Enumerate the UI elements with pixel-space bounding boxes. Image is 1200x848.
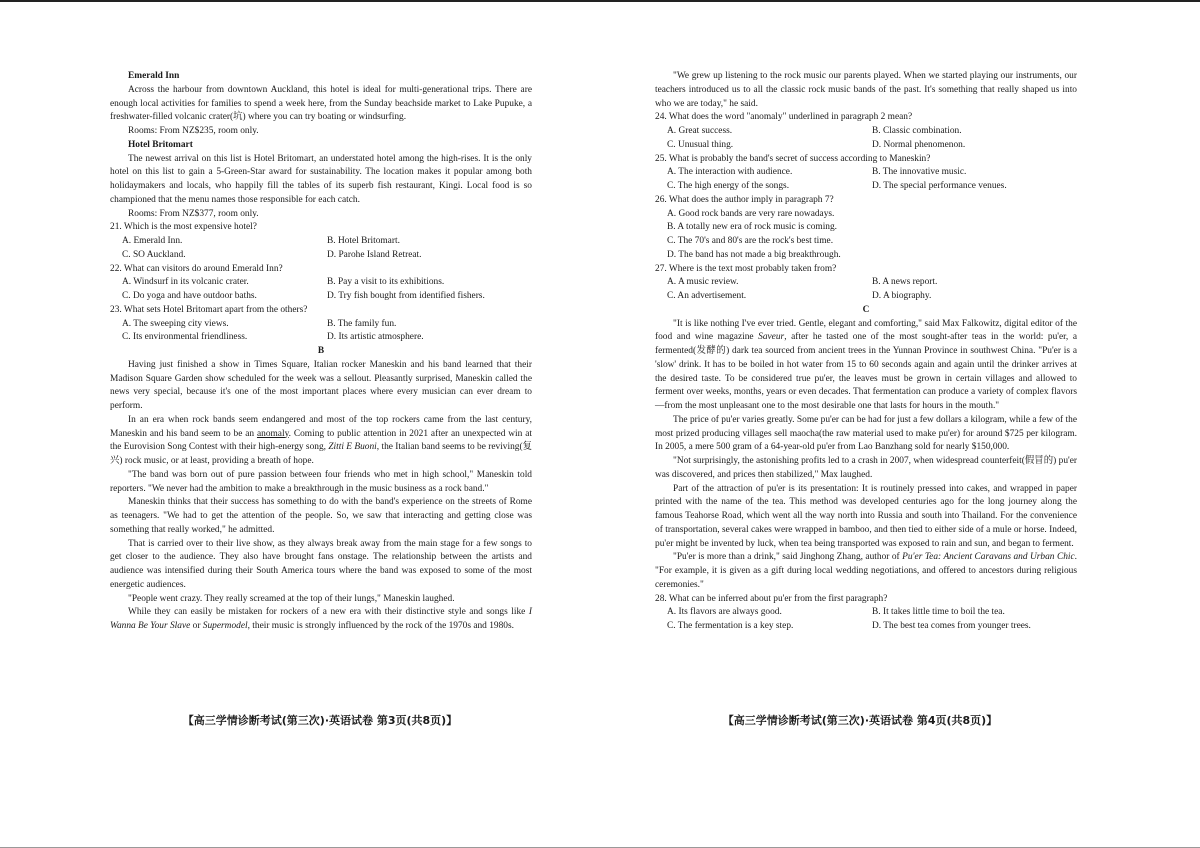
paragraph (110, 606, 532, 634)
option: B. Classic combination. (872, 126, 962, 136)
option: C. SO Auckland. (122, 249, 186, 260)
text-run: , after he tasted one of the most sought-after teas in the world: pu'er, a fermented(发酵的) dark tea sourced from ancient trees in the Yunnan Province in southwest China. "Pu'er is a 'slow' drink. It has to be boiled in hot water from 15 to 60 seconds again and again until the drinker arrives at the desired taste. To be considered true pu'er, the leaves must be grown in certain villages and allowed to ferment over weeks, months, years or even decades. That fermentation can produce a variety of complex flavors—from the most unpleasant one to the most desirable one that lasts for hours in the mouth." (655, 332, 1077, 411)
question-25: 25. What is probably the band's secret of success according to Maneskin? (655, 153, 931, 164)
option: B. Hotel Britomart. (327, 236, 400, 246)
option: B. A totally new era of rock music is coming. (667, 222, 838, 233)
option: D. The special performance venues. (872, 181, 1007, 191)
option: B. Pay a visit to its exhibitions. (327, 277, 445, 288)
option: C. The 70's and 80's are the rock's best time. (667, 236, 834, 246)
options-row (110, 331, 532, 345)
magazine-title: Saveur (758, 332, 785, 343)
paragraph: Part of the attraction of pu'er is its presentation: It is routinely pressed into cakes, and wrapped in paper printed with the name of the tea. This method was developed centuries ago for the long journey along the famous Teahorse Road, which went all the way north into Russia and south into Thailand. For the convenience of transportation, several cakes were wrapped in bamboo, and then tied to either side of a mule or horse. Indeed, pu'er might be invented by luck, when tea being transported was exposed to rain and sun, and began to ferment. (655, 483, 1077, 549)
question-27: 27. Where is the text most probably taken from? (655, 263, 837, 274)
paragraph (655, 318, 1077, 414)
options-row (110, 235, 532, 249)
options-row (655, 139, 1077, 153)
question-28: 28. What can be inferred about pu'er from the first paragraph? (655, 593, 888, 604)
paragraph: "People went crazy. They really screamed at the top of their lungs," Maneskin laughed. (128, 593, 455, 604)
paragraph: That is carried over to their live show, as they always break away from the main stage for a few songs to get closer to the audience. They also have brought fans onstage. The relationship between the artists and audience was intensified during their South America tours where the band was exposed to some of the most energetic audiences. (110, 538, 532, 590)
option: B. The innovative music. (872, 167, 967, 178)
paragraph: "The band was born out of pure passion between four friends who met in high school," Maneskin told reporters. "We never had the ambition to make a breakthrough in the music business as a rock band." (110, 469, 532, 494)
option: D. Try fish bought from identified fishers. (327, 291, 485, 301)
options-row (655, 125, 1077, 139)
paragraph: Rooms: From NZ$377, room only. (128, 208, 259, 219)
options-row (655, 166, 1077, 180)
option: B. A news report. (872, 277, 938, 288)
text-run: . "For example, it is given as a gift during local wedding negotiations, and offered to ancestors during religious ceremonies." (655, 552, 1078, 590)
options-row (110, 249, 532, 263)
question-23: 23. What sets Hotel Britomart apart from the others? (110, 304, 308, 315)
option: A. Its flavors are always good. (667, 607, 782, 618)
paragraph: "Not surprisingly, the astonishing profits led to a crash in 2007, when widespread counterfeit(假冒的) pu'er was discovered, and prices then stabilized," Max laughed. (655, 456, 1077, 480)
underlined-word: anomaly (256, 428, 289, 439)
option: C. Unusual thing. (667, 139, 734, 150)
paragraph: Having just finished a show in Times Square, Italian rocker Maneskin and his band learned that their Madison Square Garden show scheduled for the week was a sellout. Pleasantly surprised, Maneskin called the news very special, because it's one of the most important places where every musician can ever dream to perform. (110, 359, 532, 411)
options-row (655, 221, 1077, 235)
option: A. The interaction with audience. (667, 167, 793, 178)
paragraph: Rooms: From NZ$235, room only. (128, 126, 259, 136)
text-run: . Coming to public attention in 2021 after an unexpected win at the Eurovision Song Contest with their high-energy song, (110, 428, 532, 453)
text-run: "It is like nothing I've ever tried. Gentle, elegant and comforting," said Max Falkowitz, digital editor of the food and wine magazine (655, 318, 1077, 343)
option: C. The fermentation is a key step. (667, 621, 794, 631)
option: A. A music review. (667, 277, 739, 288)
options-row (655, 249, 1077, 263)
options-row (110, 290, 532, 304)
option: D. The band has not made a big breakthrough. (667, 249, 841, 260)
option: D. Parohe Island Retreat. (327, 249, 422, 260)
options-row (655, 606, 1077, 620)
text-run: or (190, 621, 203, 631)
heading-emerald-inn: Emerald Inn (128, 71, 180, 81)
option: D. Normal phenomenon. (872, 139, 966, 150)
question-22: 22. What can visitors do around Emerald Inn? (110, 263, 283, 274)
options-row (110, 318, 532, 332)
song-title: Supermodel (202, 621, 248, 631)
page-footer-3: 【高三学情诊断考试(第三次)·英语试卷 第3页(共8页)】 (182, 714, 458, 727)
section-b-heading: B (317, 346, 325, 356)
option: A. Great success. (667, 126, 733, 136)
option: B. The family fun. (327, 318, 397, 329)
question-24: 24. What does the word "anomaly" underlined in paragraph 2 mean? (655, 112, 913, 123)
text-run: In an era when rock bands seem endangered and most of the top rockers came from the last century, Maneskin and his band seem to be an (110, 414, 532, 439)
song-title: I Wanna Be Your Slave (110, 607, 532, 631)
heading-hotel-britomart: Hotel Britomart (128, 139, 193, 150)
options-row (655, 235, 1077, 249)
option: D. The best tea comes from younger trees. (872, 621, 1031, 631)
left-page-column (110, 70, 532, 634)
question-21: 21. Which is the most expensive hotel? (110, 222, 257, 233)
options-row (110, 276, 532, 290)
question-26: 26. What does the author imply in paragraph 7? (655, 194, 834, 205)
option: A. The sweeping city views. (122, 318, 229, 329)
paragraph: The newest arrival on this list is Hotel Britomart, an understated hotel among the high-rises. It is the only hotel on this list to gain a 5-Green-Star award for sustainability. The location makes it popular among both holidaymakers and locals, who happily fill the tables of its superb fish restaurant, Kingi. Local food is so championed that the menu names those responsible for each catch. (110, 153, 532, 205)
right-page-column (655, 70, 1077, 634)
option: D. A biography. (872, 291, 932, 301)
options-row (655, 208, 1077, 222)
book-title: Pu'er Tea: Ancient Caravans and Urban Chic (902, 552, 1075, 563)
options-row (655, 180, 1077, 194)
option: C. Do yoga and have outdoor baths. (122, 291, 257, 301)
option: C. The high energy of the songs. (667, 181, 790, 191)
text-run: , their music is strongly influenced by the rock of the 1970s and 1980s. (247, 621, 514, 631)
paragraph (655, 551, 1077, 592)
options-row (655, 620, 1077, 634)
paragraph: Maneskin thinks that their success has something to do with the band's experience on the streets of Rome as teenagers. "We had to get the attention of the people. So, we saw that interacting and getting close was something that really worked," he admitted. (110, 497, 532, 535)
option: B. It takes little time to boil the tea. (872, 607, 1005, 618)
paragraph: The price of pu'er varies greatly. Some pu'er can be had for just a few dollars a kilogram, while a few of the most prized producing villages sell maocha(the raw material used to make pu'er) for around $725 per kilogram. In 2005, a mere 500 gram of a 64-year-old pu'er from Lao Banzhang sold for nearly $150,000. (655, 414, 1077, 453)
text-run: "Pu'er is more than a drink," said Jinghong Zhang, author of (673, 552, 903, 563)
text-run: , the Italian band seems to be reviving(复兴) rock music, or at least, providing a breath of hope. (110, 442, 532, 466)
section-c-heading: C (862, 304, 870, 315)
options-row (655, 290, 1077, 304)
song-title: Zitti E Buoni (328, 442, 377, 453)
option: D. Its artistic atmosphere. (327, 332, 424, 343)
option: A. Good rock bands are very rare nowadays. (667, 208, 835, 219)
text-run: While they can easily be mistaken for rockers of a new era with their distinctive style and songs like (128, 607, 529, 618)
paragraph (110, 414, 532, 469)
option: C. An advertisement. (667, 291, 747, 301)
paragraph: "We grew up listening to the rock music our parents played. When we started playing our instruments, our teachers introduced us to all the classic rock music bands of the past. It's something that really shaped us into who we are today," he said. (655, 71, 1077, 109)
option: A. Windsurf in its volcanic crater. (122, 277, 249, 288)
page-footer-4: 【高三学情诊断考试(第三次)·英语试卷 第4页(共8页)】 (722, 714, 998, 727)
option: A. Emerald Inn. (122, 236, 183, 246)
option: C. Its environmental friendliness. (122, 332, 248, 343)
paragraph: Across the harbour from downtown Auckland, this hotel is ideal for multi-generational trips. There are enough local activities for families to spend a week here, from the Sunday beachside market to Lake Pupuke, a freshwater-filled volcanic crater(坑) where you can try boating or windsurfing. (110, 84, 532, 123)
options-row (655, 276, 1077, 290)
